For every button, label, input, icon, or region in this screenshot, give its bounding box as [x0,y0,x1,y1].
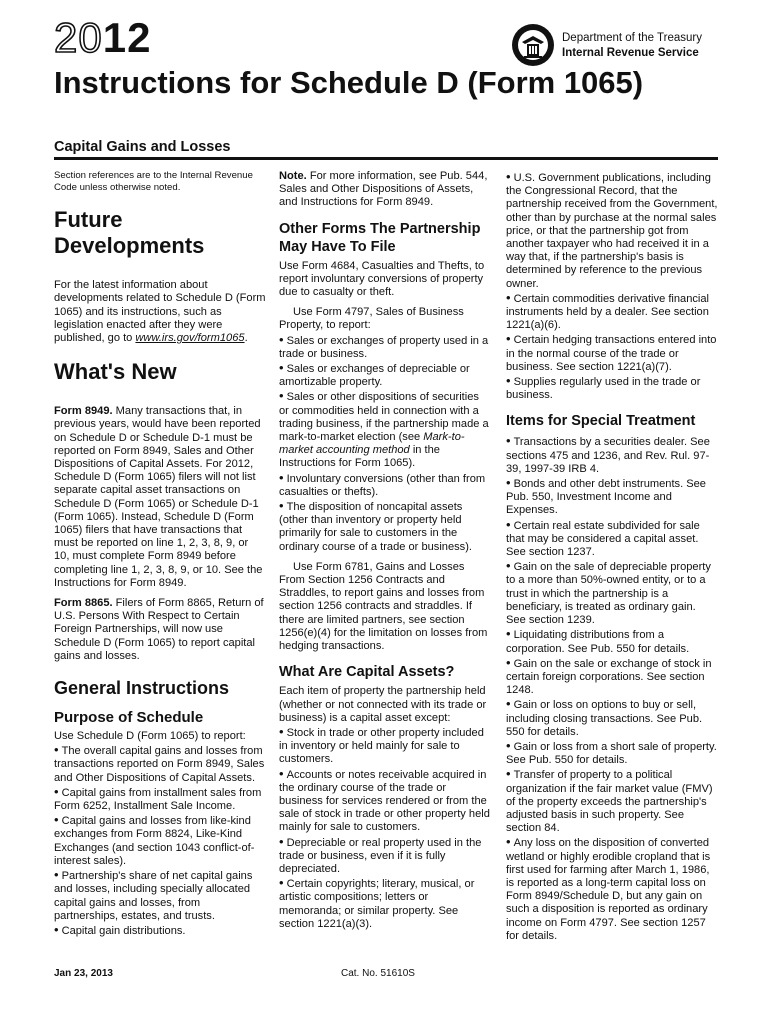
special-treatment-item: • Liquidating distributions from a corporation. See Pub. 550 for details. [506,627,718,655]
special-treatment-item: • Transactions by a securities dealer. See sections 475 and 1236, and Rev. Rul. 97-39, 1997-39 IRB 4. [506,434,718,476]
column-1 [54,170,266,938]
column-3 [506,170,718,943]
form-4797-paragraph: Use Form 4797, Sales of Business Property, to report: [279,306,464,332]
form-4797-item: • The disposition of noncapital assets (other than inventory or property held primarily for sale to customers in the ordinary course of a trade or business). [279,499,491,554]
capital-assets-intro: Each item of property the partnership held (whether or not connected with its trade or business) is a capital asset except: [279,685,487,724]
purpose-item: • Capital gains and losses from like-kind exchanges from Form 8824, Like-Kind Exchanges (and section 1043 conflict-of-interest sales). [54,813,266,868]
form-8949-paragraph: Form 8949. Many transactions that, in previous years, would have been reported on Schedule D or Schedule D-1 must be reported on Form 8949, Sales and Other Dispositions of Capital Assets. For 2012, Schedule D (Form 1065) filers will not list separate capital asset transactions on Schedule D (Form 1065) or Schedule D-1 (Form 1065). Instead, Schedule D (Form 1065) filers that have transactions that must be reported on line 1, 2, 3, 8, 9, or 10, must complete Form 8949 before completing line 1, 2, 3, 8, 9, or 10. See the Instructions for Form 8949. [54,405,263,589]
capital-exception-item: • Certain commodities derivative financial instruments held by a dealer. See section 1221(a)(6). [506,291,718,333]
document-subtitle: Capital Gains and Losses [54,139,231,155]
form-8865-label: Form 8865. [54,597,113,610]
capital-exception-item: • Accounts or notes receivable acquired in the ordinary course of the trade or business for services rendered or from the sale of stock in trade or other property held mainly for sale to customers. [279,767,491,835]
agency-irs: Internal Revenue Service [562,47,699,59]
form-4684-paragraph: Use Form 4684, Casualties and Thefts, to report involuntary conversions of property due to casualty or theft. [279,259,485,299]
section-references-note: Section references are to the Internal Revenue Code unless otherwise noted. [54,170,253,193]
year-outline-digits: 20 [54,14,103,61]
purpose-item: • The overall capital gains and losses from transactions reported on Form 8949, Sales and Other Dispositions of Capital Assets. [54,743,266,785]
capital-exception-item: • Depreciable or real property used in the trade or business, even if it is fully depreciated. [279,835,491,877]
irs-form1065-link[interactable]: www.irs.gov/form1065 [135,332,245,344]
form-6781-paragraph: Use Form 6781, Gains and Losses From Section 1256 Contracts and Straddles, to report gains and losses from section 1256 contracts and straddles. If there are limited partners, see section 1256(e)(4) for the limitation on losses from hedging transactions. [279,560,488,653]
special-treatment-item: • Any loss on the disposition of converted wetland or highly erodible cropland that is first used for farming after March 1, 1986, is reported as a long-term capital loss on Form 8949/Schedule D, but any gain on such a disposition is reported as ordinary income on Form 4797. See section 1257 for details. [506,835,718,943]
footer-date: Jan 23, 2013 [54,968,113,979]
year-solid-digits: 12 [102,14,152,61]
special-treatment-item: • Transfer of property to a political organization if the fair market value (FMV) of the property exceeds the partnership's adjusted basis in such property. See section 84. [506,767,718,835]
special-treatment-heading: Items for Special Treatment [506,413,696,430]
footer-catalog-number: Cat. No. 51610S [341,968,415,979]
purpose-item: • Capital gains from installment sales from Form 6252, Installment Sale Income. [54,785,266,813]
special-treatment-item: • Gain or loss from a short sale of property. See Pub. 550 for details. [506,739,718,767]
whats-new-heading: What's New [54,359,177,385]
header-rule [54,157,718,160]
special-treatment-item: • Gain on the sale or exchange of stock in certain foreign corporations. See section 1248. [506,656,718,698]
note-label: Note. [279,170,307,182]
purpose-item: • Capital gain distributions. [54,923,266,938]
capital-exception-item: • Stock in trade or other property included in inventory or held mainly for sale to customers. [279,725,491,767]
capital-exception-item: • Supplies regularly used in the trade or business. [506,374,718,402]
capital-exception-item: • Certain hedging transactions entered into in the normal course of the trade or business. See section 1221(a)(7). [506,332,718,374]
purpose-of-schedule-heading: Purpose of Schedule [54,709,204,727]
capital-assets-heading: What Are Capital Assets? [279,664,455,681]
general-instructions-heading: General Instructions [54,678,230,699]
capital-exception-item: • U.S. Government publications, including the Congressional Record, that the partnership received from the Government, other than by purchase at the normal sales price, or that the partnership got from another taxpayer who had received it in a way that, if the partnership's basis is determined by reference to the previous owner. [506,170,718,291]
column-2 [279,170,491,931]
form-year [54,14,151,62]
special-treatment-item: • Gain on the sale of depreciable property to a more than 50%-owned entity, or to a trust in which the partnership is a beneficiary, is treated as ordinary gain. See section 1239. [506,559,718,627]
purpose-item: • Partnership's share of net capital gains and losses, including specially allocated capital gains and losses, from partnerships, estates, and trusts. [54,868,266,923]
form-8865-paragraph: Form 8865. Filers of Form 8865, Return of U.S. Persons With Respect to Certain Foreign Partnerships, will now use Schedule D (Form 1065) to report capital gains and losses. [54,597,264,662]
agency-block [510,22,702,68]
future-developments-heading: Future Developments [54,207,205,259]
form-4797-item: • Sales or other dispositions of securities or commodities held in connection with a trading business, if the partnership made a mark-to-market election (see Mark-to-market accounting method in the Instructions for Form 1065). [279,389,491,470]
document-title: Instructions for Schedule D (Form 1065) [54,65,644,100]
special-treatment-item: • Gain or loss on options to buy or sell, including closing transactions. See Pub. 550 for details. [506,697,718,739]
other-forms-heading: Other Forms The Partnership May Have To File [279,220,481,255]
capital-exception-item: • Certain copyrights; literary, musical, or artistic compositions; letters or memoranda; or similar property. See section 1221(a)(3). [279,876,491,931]
note-paragraph: Note. For more information, see Pub. 544, Sales and Other Dispositions of Assets, and Instructions for Form 8949. [279,170,488,209]
form-4797-item: • Sales or exchanges of depreciable or amortizable property. [279,361,491,389]
future-developments-text: For the latest information about developments related to Schedule D (Form 1065) and its instructions, such as legislation enacted after they were published, go to www.irs.gov/form1065. [54,279,266,344]
special-treatment-item: • Certain real estate subdivided for sale that may be considered a capital asset. See section 1237. [506,518,718,560]
form-4797-item: • Sales or exchanges of property used in a trade or business. [279,333,491,361]
form-4797-item: • Involuntary conversions (other than from casualties or thefts). [279,471,491,499]
form-8949-label: Form 8949. [54,405,113,418]
purpose-intro: Use Schedule D (Form 1065) to report: [54,730,246,743]
agency-department: Department of the Treasury [562,32,702,44]
irs-eagle-seal-icon [510,22,556,68]
special-treatment-item: • Bonds and other debt instruments. See Pub. 550, Investment Income and Expenses. [506,476,718,518]
